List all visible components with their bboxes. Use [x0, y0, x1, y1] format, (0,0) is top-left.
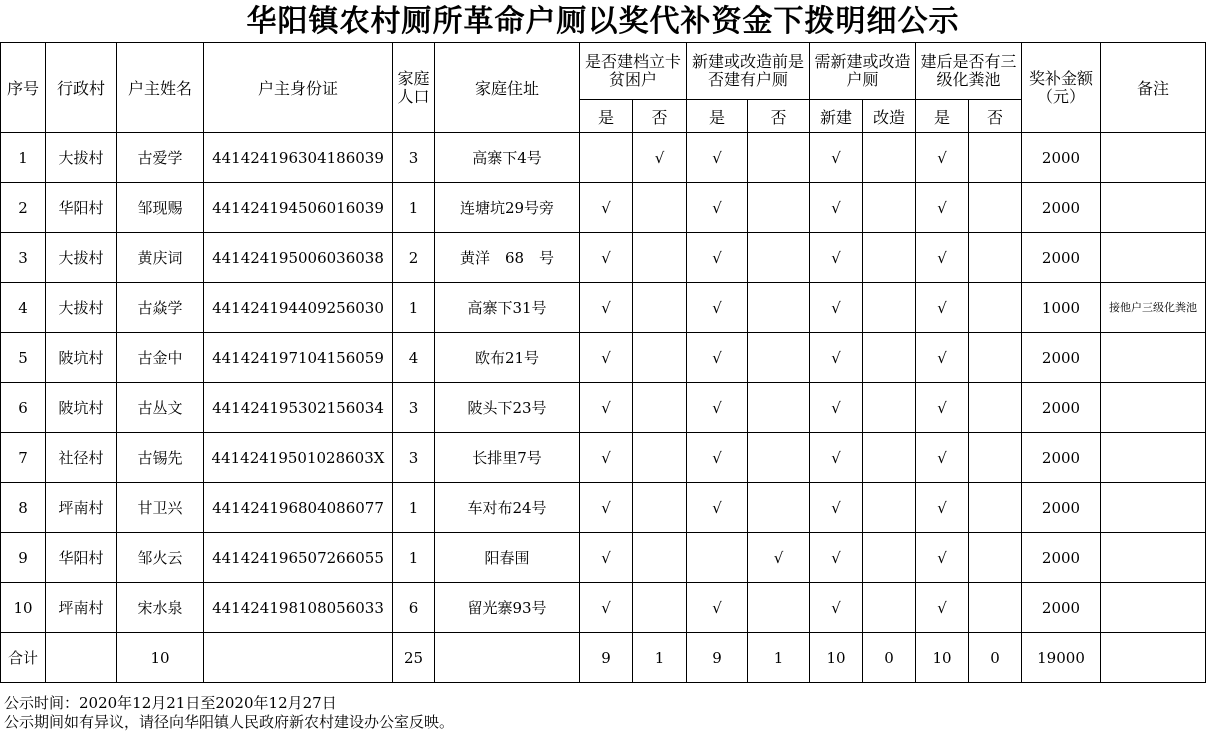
cell-need-ren — [863, 483, 916, 533]
total-poor-no: 1 — [633, 633, 687, 683]
total-need-new: 10 — [810, 633, 863, 683]
header-before-no: 否 — [748, 100, 810, 133]
table-row — [1, 383, 1206, 433]
cell-poor-yes: √ — [580, 533, 633, 583]
cell-after-yes: √ — [916, 283, 969, 333]
cell-before-no — [748, 433, 810, 483]
cell-poor-no — [633, 433, 687, 483]
cell-need-new: √ — [810, 333, 863, 383]
cell-family: 4 — [393, 333, 435, 383]
cell-need-new: √ — [810, 233, 863, 283]
cell-id: 441424197104156059 — [204, 333, 393, 383]
cell-id: 441424196804086077 — [204, 483, 393, 533]
header-address: 家庭住址 — [435, 43, 580, 133]
cell-before-yes: √ — [687, 133, 748, 183]
cell-remark — [1101, 233, 1206, 283]
table-row — [1, 283, 1206, 333]
cell-amount: 2000 — [1022, 533, 1101, 583]
header-before: 新建或改造前是否建有户厕 — [687, 43, 810, 100]
total-before-no: 1 — [748, 633, 810, 683]
cell-poor-yes: √ — [580, 183, 633, 233]
header-before-yes: 是 — [687, 100, 748, 133]
cell-name: 古焱学 — [117, 283, 204, 333]
cell-before-yes: √ — [687, 183, 748, 233]
header-poor: 是否建档立卡贫困户 — [580, 43, 687, 100]
cell-family: 3 — [393, 433, 435, 483]
cell-poor-yes: √ — [580, 483, 633, 533]
total-name-count: 10 — [117, 633, 204, 683]
header-after-yes: 是 — [916, 100, 969, 133]
total-amount: 19000 — [1022, 633, 1101, 683]
cell-amount: 2000 — [1022, 133, 1101, 183]
cell-village: 坪南村 — [46, 483, 117, 533]
cell-need-ren — [863, 333, 916, 383]
cell-before-no — [748, 183, 810, 233]
cell-poor-no — [633, 533, 687, 583]
cell-need-new: √ — [810, 583, 863, 633]
table-row — [1, 433, 1206, 483]
cell-after-yes: √ — [916, 433, 969, 483]
cell-poor-no: √ — [633, 133, 687, 183]
header-village: 行政村 — [46, 43, 117, 133]
cell-after-yes: √ — [916, 333, 969, 383]
cell-family: 1 — [393, 283, 435, 333]
header-amount: 奖补金额（元） — [1022, 43, 1101, 133]
cell-address: 黄洋 68 号 — [435, 233, 580, 283]
cell-amount: 2000 — [1022, 383, 1101, 433]
cell-name: 古锡先 — [117, 433, 204, 483]
cell-family: 3 — [393, 383, 435, 433]
total-address — [435, 633, 580, 683]
cell-need-new: √ — [810, 133, 863, 183]
publicity-period: 公示时间：2020年12月21日至2020年12月27日 — [4, 694, 337, 712]
cell-seq: 5 — [1, 333, 46, 383]
cell-address: 连塘坑29号旁 — [435, 183, 580, 233]
total-need-renovate: 0 — [863, 633, 916, 683]
cell-need-ren — [863, 583, 916, 633]
cell-id: 441424196507266055 — [204, 533, 393, 583]
cell-remark — [1101, 583, 1206, 633]
cell-village: 陂坑村 — [46, 383, 117, 433]
cell-after-no — [969, 383, 1022, 433]
cell-after-yes: √ — [916, 133, 969, 183]
cell-poor-no — [633, 283, 687, 333]
cell-poor-yes: √ — [580, 433, 633, 483]
cell-before-yes: √ — [687, 333, 748, 383]
total-label: 合计 — [1, 633, 46, 683]
cell-village: 华阳村 — [46, 183, 117, 233]
cell-name: 邹火云 — [117, 533, 204, 583]
cell-poor-no — [633, 183, 687, 233]
cell-poor-no — [633, 233, 687, 283]
table-row — [1, 183, 1206, 233]
cell-after-no — [969, 533, 1022, 583]
cell-after-no — [969, 183, 1022, 233]
cell-village: 社径村 — [46, 433, 117, 483]
cell-amount: 2000 — [1022, 433, 1101, 483]
cell-need-ren — [863, 383, 916, 433]
header-need: 需新建或改造户厕 — [810, 43, 916, 100]
table-row — [1, 483, 1206, 533]
cell-need-ren — [863, 133, 916, 183]
cell-remark — [1101, 483, 1206, 533]
cell-address: 长排里7号 — [435, 433, 580, 483]
cell-after-yes: √ — [916, 533, 969, 583]
cell-remark — [1101, 433, 1206, 483]
cell-after-yes: √ — [916, 233, 969, 283]
cell-village: 大拔村 — [46, 233, 117, 283]
cell-need-new: √ — [810, 533, 863, 583]
cell-after-yes: √ — [916, 383, 969, 433]
total-id — [204, 633, 393, 683]
cell-family: 1 — [393, 533, 435, 583]
cell-id: 441424196304186039 — [204, 133, 393, 183]
cell-need-new: √ — [810, 183, 863, 233]
cell-before-yes: √ — [687, 383, 748, 433]
header-after-no: 否 — [969, 100, 1022, 133]
table-row — [1, 533, 1206, 583]
total-village — [46, 633, 117, 683]
header-after: 建后是否有三级化粪池 — [916, 43, 1022, 100]
cell-amount: 2000 — [1022, 583, 1101, 633]
table-body — [1, 133, 1206, 633]
total-before-yes: 9 — [687, 633, 748, 683]
header-poor-yes: 是 — [580, 100, 633, 133]
cell-poor-yes: √ — [580, 233, 633, 283]
cell-village: 大拔村 — [46, 133, 117, 183]
cell-need-new: √ — [810, 483, 863, 533]
cell-before-yes: √ — [687, 233, 748, 283]
cell-village: 陂坑村 — [46, 333, 117, 383]
cell-poor-yes: √ — [580, 333, 633, 383]
cell-need-new: √ — [810, 283, 863, 333]
cell-need-new: √ — [810, 433, 863, 483]
header-need-renovate: 改造 — [863, 100, 916, 133]
cell-after-no — [969, 283, 1022, 333]
cell-seq: 8 — [1, 483, 46, 533]
cell-poor-no — [633, 383, 687, 433]
header-name: 户主姓名 — [117, 43, 204, 133]
cell-poor-no — [633, 483, 687, 533]
page-title: 华阳镇农村厕所革命户厕以奖代补资金下拨明细公示 — [246, 4, 960, 39]
cell-id: 441424195302156034 — [204, 383, 393, 433]
cell-amount: 1000 — [1022, 283, 1101, 333]
cell-seq: 4 — [1, 283, 46, 333]
cell-after-no — [969, 483, 1022, 533]
cell-seq: 3 — [1, 233, 46, 283]
total-poor-yes: 9 — [580, 633, 633, 683]
cell-amount: 2000 — [1022, 183, 1101, 233]
cell-remark — [1101, 333, 1206, 383]
cell-before-no — [748, 483, 810, 533]
total-after-yes: 10 — [916, 633, 969, 683]
cell-need-ren — [863, 183, 916, 233]
cell-need-ren — [863, 283, 916, 333]
cell-seq: 6 — [1, 383, 46, 433]
cell-remark — [1101, 383, 1206, 433]
cell-poor-no — [633, 333, 687, 383]
cell-name: 甘卫兴 — [117, 483, 204, 533]
cell-after-no — [969, 233, 1022, 283]
cell-poor-yes: √ — [580, 283, 633, 333]
subsidy-table — [0, 42, 1206, 683]
cell-id: 441424194506016039 — [204, 183, 393, 233]
objection-notice: 公示期间如有异议，请径向华阳镇人民政府新农村建设办公室反映。 — [4, 713, 455, 731]
cell-after-no — [969, 133, 1022, 183]
cell-need-ren — [863, 533, 916, 583]
total-row — [1, 633, 1206, 683]
cell-address: 陂头下23号 — [435, 383, 580, 433]
cell-poor-no — [633, 583, 687, 633]
cell-family: 3 — [393, 133, 435, 183]
cell-before-no — [748, 133, 810, 183]
cell-address: 高寨下31号 — [435, 283, 580, 333]
cell-after-yes: √ — [916, 483, 969, 533]
cell-need-new: √ — [810, 383, 863, 433]
cell-before-no — [748, 233, 810, 283]
cell-before-no: √ — [748, 533, 810, 583]
cell-before-yes: √ — [687, 583, 748, 633]
cell-amount: 2000 — [1022, 333, 1101, 383]
cell-after-yes: √ — [916, 183, 969, 233]
cell-need-ren — [863, 433, 916, 483]
cell-id: 441424198108056033 — [204, 583, 393, 633]
cell-seq: 1 — [1, 133, 46, 183]
cell-village: 坪南村 — [46, 583, 117, 633]
cell-remark — [1101, 533, 1206, 583]
cell-name: 古爱学 — [117, 133, 204, 183]
cell-family: 6 — [393, 583, 435, 633]
cell-address: 欧布21号 — [435, 333, 580, 383]
header-seq: 序号 — [1, 43, 46, 133]
cell-before-yes: √ — [687, 283, 748, 333]
header-poor-no: 否 — [633, 100, 687, 133]
cell-seq: 2 — [1, 183, 46, 233]
cell-family: 1 — [393, 483, 435, 533]
cell-address: 车对布24号 — [435, 483, 580, 533]
header-family: 家庭人口 — [393, 43, 435, 133]
cell-id: 441424195006036038 — [204, 233, 393, 283]
total-after-no: 0 — [969, 633, 1022, 683]
table-row — [1, 333, 1206, 383]
table-row — [1, 583, 1206, 633]
header-id: 户主身份证 — [204, 43, 393, 133]
total-remark — [1101, 633, 1206, 683]
cell-address: 高寨下4号 — [435, 133, 580, 183]
cell-name: 宋水泉 — [117, 583, 204, 633]
cell-seq: 7 — [1, 433, 46, 483]
cell-seq: 10 — [1, 583, 46, 633]
cell-before-no — [748, 383, 810, 433]
cell-name: 古丛文 — [117, 383, 204, 433]
cell-village: 大拔村 — [46, 283, 117, 333]
cell-name: 黄庆词 — [117, 233, 204, 283]
cell-after-no — [969, 433, 1022, 483]
cell-village: 华阳村 — [46, 533, 117, 583]
cell-before-yes: √ — [687, 483, 748, 533]
table-row — [1, 133, 1206, 183]
cell-family: 2 — [393, 233, 435, 283]
cell-before-no — [748, 333, 810, 383]
cell-name: 邹现赐 — [117, 183, 204, 233]
cell-id: 44142419501028603X — [204, 433, 393, 483]
cell-before-yes: √ — [687, 433, 748, 483]
cell-address: 阳春围 — [435, 533, 580, 583]
cell-after-yes: √ — [916, 583, 969, 633]
cell-after-no — [969, 583, 1022, 633]
cell-remark — [1101, 183, 1206, 233]
cell-remark — [1101, 133, 1206, 183]
cell-poor-yes: √ — [580, 383, 633, 433]
cell-address: 留光寨93号 — [435, 583, 580, 633]
cell-remark: 接他户三级化粪池 — [1101, 283, 1206, 333]
cell-id: 441424194409256030 — [204, 283, 393, 333]
cell-poor-yes — [580, 133, 633, 183]
header-row-1 — [1, 43, 1206, 100]
cell-amount: 2000 — [1022, 233, 1101, 283]
cell-amount: 2000 — [1022, 483, 1101, 533]
cell-family: 1 — [393, 183, 435, 233]
cell-need-ren — [863, 233, 916, 283]
table-row — [1, 233, 1206, 283]
cell-seq: 9 — [1, 533, 46, 583]
cell-before-no — [748, 283, 810, 333]
header-remark: 备注 — [1101, 43, 1206, 133]
total-family: 25 — [393, 633, 435, 683]
cell-name: 古金中 — [117, 333, 204, 383]
cell-before-no — [748, 583, 810, 633]
cell-poor-yes: √ — [580, 583, 633, 633]
cell-before-yes — [687, 533, 748, 583]
header-need-new: 新建 — [810, 100, 863, 133]
cell-after-no — [969, 333, 1022, 383]
